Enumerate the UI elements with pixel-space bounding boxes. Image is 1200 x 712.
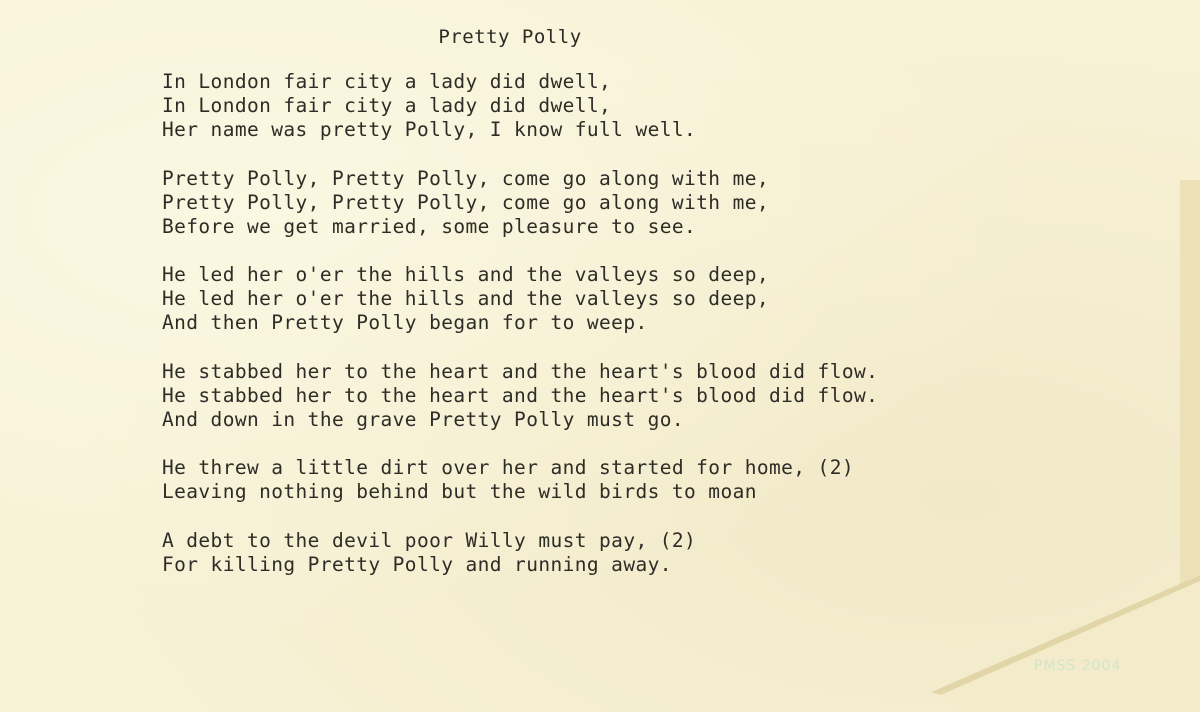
- poem-line: Her name was pretty Polly, I know full well.: [162, 118, 697, 141]
- paper-right-edge: [1180, 180, 1200, 600]
- poem-line: In London fair city a lady did dwell,: [162, 70, 612, 93]
- poem-line: He stabbed her to the heart and the heart's blood did flow.: [162, 359, 879, 383]
- poem-line: Before we get married, some pleasure to see.: [162, 214, 697, 238]
- poem-line: He led her o'er the hills and the valleys so deep,: [162, 263, 769, 286]
- stanza-1: [162, 70, 1062, 142]
- poem-line: And down in the grave Pretty Polly must go.: [162, 407, 685, 431]
- stanza-5: [162, 456, 1062, 504]
- stanza-2: [162, 167, 1062, 239]
- poem-line: For killing Pretty Polly and running away.: [162, 552, 672, 576]
- poem-line: Leaving nothing behind but the wild birds to moan: [162, 480, 757, 503]
- poem-line: He led her o'er the hills and the valleys so deep,: [162, 287, 769, 310]
- stanza-4: [162, 360, 1062, 432]
- poem-line: He stabbed her to the heart and the heart's blood did flow.: [162, 383, 879, 407]
- poem-line: Pretty Polly, Pretty Polly, come go along with me,: [162, 190, 769, 214]
- poem-line: And then Pretty Polly began for to weep.: [162, 311, 648, 334]
- poem-line: He threw a little dirt over her and started for home, (2): [162, 456, 854, 479]
- poem-line: Pretty Polly, Pretty Polly, come go along with me,: [162, 166, 769, 190]
- stanza-6: [162, 529, 1062, 577]
- poem-line: In London fair city a lady did dwell,: [162, 94, 612, 117]
- poem-body: [162, 70, 1062, 601]
- stanza-3: [162, 263, 1062, 335]
- archive-watermark: PMSS 2004: [1034, 658, 1122, 674]
- page-title: Pretty Polly: [438, 26, 582, 48]
- poem-line: A debt to the devil poor Willy must pay, (2): [162, 528, 697, 552]
